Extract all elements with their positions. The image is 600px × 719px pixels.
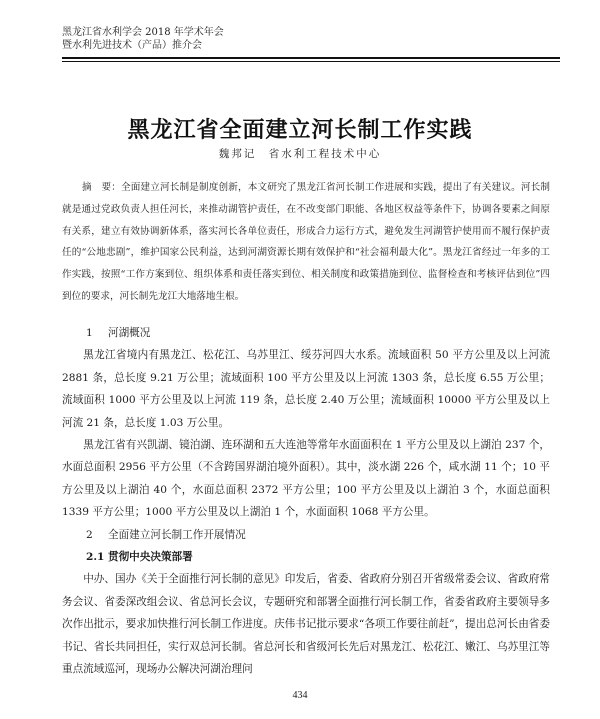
abstract-label: 摘 要： [82,182,122,193]
subsection-title: 贯彻中央决策部署 [108,551,193,564]
body-text [62,322,550,681]
section-number: 2 [86,528,93,541]
header-rule-thin [62,61,560,62]
paragraph: 中办、国办《关于全面推行河长制的意见》印发后，省委、省政府分别召开省级常委会议、省政府常务会议、省委深改组会议、省总河长会议，专题研究和部署全面推行河长制工作，省委省政府主要领导多次作出批示，要求加快推行河长制工作进度。庆伟书记批示要求“各项工作要往前赶”，提出总河长由省委书记、省长共同担任，实行双总河长制。省总河长和省级河长先后对黑龙江、松花江、嫩江、乌苏里江等重点流域巡河，现场办公解决河湖治理问 [62,573,550,676]
header-rule-thick [62,57,560,59]
abstract [62,177,550,308]
paragraph: 黑龙江省境内有黑龙江、松花江、乌苏里江、绥芬河四大水系。流域面积 50 平方公里及以上河流 2881 条，总长度 9.21 万公里；流域面积 100 平方公里及以上河流 1303 条，总长度 6.55 万公里；流域面积 1000 平方公里及以上河流 119 条，总长度 2.40 万公里；流域面积 10000 平方公里及以上河流 21 条，总长度 1.03 万公里。 [62,349,550,429]
section-heading [62,524,550,546]
section-heading [62,322,550,344]
running-header [62,26,224,52]
header-line-2: 暨水利先进技术（产品）推介会 [62,40,202,51]
subsection-number: 2.1 [86,551,105,564]
header-line-1: 黑龙江省水利学会 2018 年学术年会 [62,27,224,38]
section-number: 1 [86,327,93,339]
paper-title: 黑龙江省全面建立河长制工作实践 [127,117,473,143]
abstract-text: 全面建立河长制是制度创新，本文研究了黑龙江省河长制工作进展和实践，提出了有关建议。河长制就是通过党政负责人担任河长，来推动湖管护责任，在不改变部门职能、各地区权益等条件下，协调各要素之间原有关系，建立有效协调新体系，落实河长各单位责任，形成合力运行方式，避免发生河湖管护使用而不履行保护责任的“公地悲剧”，维护国家公民利益，达到河湖资源长期有效保护和“社会福利最大化”。黑龙江省经过一年多的工作实践，按照“工作方案到位、组织体系和责任落实到位、相关制度和政策措施到位、监督检查和考核评估到位”四到位的要求，河长制先龙江大地落地生根。 [62,182,551,302]
subsection-heading [62,546,550,568]
page-number: 434 [292,690,308,701]
section-title: 全面建立河长制工作开展情况 [108,528,246,541]
section-title: 河湖概况 [108,327,151,339]
author-affiliation: 魏邦记 省水利工程技术中心 [218,148,382,160]
header-rule [62,57,560,63]
paragraph: 黑龙江省有兴凯湖、镜泊湖、连环湖和五大连池等常年水面面积在 1 平方公里及以上湖泊 237 个，水面总面积 2956 平方公里（不含跨国界湖泊境外面积）。其中，淡水湖 226 个，咸水湖 11 个；10 平方公里及以上湖泊 40 个，水面总面积 2372 平方公里；100 平方公里及以上湖泊 3 个，水面总面积 1339 平方公里；1000 平方公里及以上湖泊 1 个，水面面积 1068 平方公里。 [62,439,550,519]
